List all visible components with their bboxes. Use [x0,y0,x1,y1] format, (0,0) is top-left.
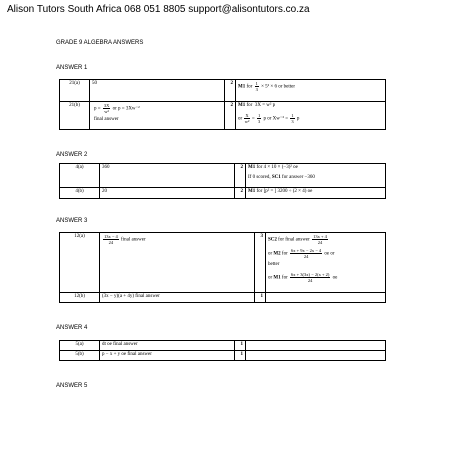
marks-cell: 1 [235,341,246,351]
marks-cell: 2 [235,188,246,199]
answer-cell: $\frac{13x - 4}{24}$ final answer [100,233,255,293]
question-number: 5(b) [60,351,100,361]
answer-1-heading: ANSWER 1 [56,65,88,71]
fraction: $\frac{3X}{\text{w²}}$ [103,103,110,114]
answer-cell: 20 [100,188,235,199]
fraction: $\frac{6x + 9x - 2x - 4}{24}$ [291,248,322,259]
answer-4-heading: ANSWER 4 [56,325,88,331]
guidance-cell: M1 for 4 × 10 × (−3)² oe If 0 scored, SC1 for answer −360 [246,164,386,188]
fraction: $\frac{13x + 4}{24}$ [313,234,327,245]
answer-cell: (3x − y)(a + 4y) final answer [100,293,255,303]
fraction: $\frac{X}{\text{w²}}$ [244,112,250,124]
question-number: 5(a) [60,341,100,351]
guidance-cell [246,351,386,361]
guidance-cell [266,293,386,303]
answer-5-heading: ANSWER 5 [56,383,88,389]
fraction: $\frac{1}{3}$ [255,81,258,92]
question-number: 12(b) [60,293,100,303]
marks-cell: 1 [255,293,266,303]
final-answer-note: final answer [94,117,119,122]
table-row [60,164,386,188]
doc-title: GRADE 9 ALGEBRA ANSWERS [56,40,144,46]
answer-2-heading: ANSWER 2 [56,152,88,158]
answer-cell: 360 [100,164,235,188]
table-row [60,233,386,293]
marks-cell: 2 [235,164,246,188]
marks-cell: 2 [225,102,236,130]
marks-cell: 2 [225,80,236,102]
fraction: $\frac{13x - 4}{24}$ [104,234,118,245]
fraction: $\frac{1}{3}$ [291,112,294,124]
answer-4-table [59,340,386,361]
guidance-text: × 5² × 6 or better [261,84,296,90]
answer-1-table [59,79,386,130]
question-number: 4(a) [60,164,100,188]
question-number: 21(b) [60,102,90,130]
mark-code: M1 [238,84,246,90]
guidance-cell [236,80,386,102]
marks-cell: 1 [235,351,246,361]
guidance-cell: SC2 for final answer $\frac{13x + 4}{24}$ or M2 for $\frac{6x + 9x - 2x - 4}{24}$ oe or better or M1 for $\frac{6x + 3(3x) - 2(x + 2)}{24}$ oe [266,233,386,293]
table-row [60,102,386,130]
answer-3-heading: ANSWER 3 [56,218,88,224]
answer-cell: p = $\frac{3X}{\text{w²}}$ or p = 3Xw⁻² final answer [90,102,225,130]
table-row [60,188,386,199]
marks-cell: 3 [255,233,266,293]
guidance-cell [246,341,386,351]
page-header: Alison Tutors South Africa 068 051 8805 support@alisontutors.co.za [7,4,310,15]
guidance-text: for [246,84,253,90]
guidance-cell: M1 for 3X = w² p or $\frac{X}{\text{w²}}$ = $\frac{1}{3}$ p or Xw⁻² = $\frac{1}{3}$ p [236,102,386,130]
fraction: $\frac{6x + 3(3x) - 2(x + 2)}{24}$ [291,271,330,283]
table-row [60,351,386,361]
answer-2-table [59,163,386,199]
table-row [60,341,386,351]
answer-cell: p − x + y oe final answer [100,351,235,361]
guidance-cell: M1 for [p² = ] 3200 ÷ (2 × 4) oe [246,188,386,199]
table-row [60,80,386,102]
question-number: 12(a) [60,233,100,293]
answer-3-table [59,232,386,303]
table-row [60,293,386,303]
fraction: $\frac{1}{3}$ [258,112,261,124]
answer-cell: 50 [90,80,225,102]
question-number: 21(a) [60,80,90,102]
question-number: 4(b) [60,188,100,199]
answer-cell: dt oe final answer [100,341,235,351]
